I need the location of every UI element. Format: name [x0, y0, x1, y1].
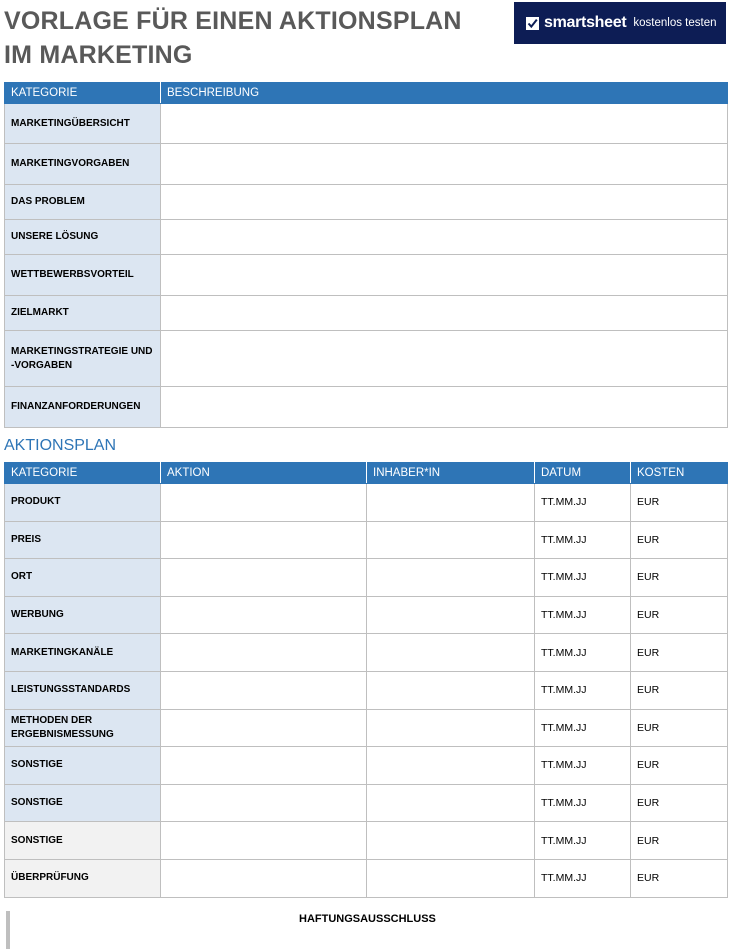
overview-row — [5, 387, 728, 428]
action-action-cell[interactable] — [161, 822, 367, 860]
overview-row — [5, 296, 728, 331]
action-plan-title: AKTIONSPLAN — [4, 437, 117, 454]
action-row — [5, 521, 728, 559]
action-header-cost: KOSTEN — [631, 463, 728, 484]
action-row — [5, 784, 728, 822]
action-date-cell[interactable]: TT.MM.JJ — [535, 747, 631, 785]
action-row — [5, 634, 728, 672]
action-category-cell: ÜBERPRÜFUNG — [5, 859, 161, 897]
action-row — [5, 484, 728, 522]
overview-category-cell: FINANZANFORDERUNGEN — [5, 387, 161, 428]
action-category-cell: LEISTUNGSSTANDARDS — [5, 671, 161, 709]
overview-row — [5, 220, 728, 255]
action-category-cell: METHODEN DER ERGEBNISMESSUNG — [5, 709, 161, 747]
action-category-cell: PRODUKT — [5, 484, 161, 522]
overview-category-cell: MARKETINGSTRATEGIE UND -VORGABEN — [5, 331, 161, 387]
title-line-2: IM MARKETING — [4, 41, 193, 69]
overview-table — [4, 82, 728, 428]
action-action-cell[interactable] — [161, 671, 367, 709]
overview-description-cell[interactable] — [161, 387, 728, 428]
action-owner-cell[interactable] — [367, 747, 535, 785]
action-action-cell[interactable] — [161, 859, 367, 897]
action-action-cell[interactable] — [161, 709, 367, 747]
action-row — [5, 822, 728, 860]
overview-description-cell[interactable] — [161, 144, 728, 185]
action-action-cell[interactable] — [161, 521, 367, 559]
action-header-action: AKTION — [161, 463, 367, 484]
action-action-cell[interactable] — [161, 596, 367, 634]
action-row — [5, 859, 728, 897]
action-action-cell[interactable] — [161, 747, 367, 785]
action-cost-cell[interactable]: EUR — [631, 484, 728, 522]
action-header-category: KATEGORIE — [5, 463, 161, 484]
action-cost-cell[interactable]: EUR — [631, 559, 728, 597]
overview-row — [5, 255, 728, 296]
overview-row — [5, 331, 728, 387]
action-row — [5, 559, 728, 597]
title-line-1: VORLAGE FÜR EINEN AKTIONSPLAN — [4, 7, 462, 35]
action-action-cell[interactable] — [161, 784, 367, 822]
smartsheet-logo-button[interactable] — [514, 2, 726, 44]
action-cost-cell[interactable]: EUR — [631, 822, 728, 860]
action-owner-cell[interactable] — [367, 822, 535, 860]
action-owner-cell[interactable] — [367, 484, 535, 522]
action-action-cell[interactable] — [161, 559, 367, 597]
overview-header-row — [5, 83, 728, 104]
action-owner-cell[interactable] — [367, 521, 535, 559]
action-cost-cell[interactable]: EUR — [631, 859, 728, 897]
action-owner-cell[interactable] — [367, 559, 535, 597]
overview-row — [5, 144, 728, 185]
overview-category-cell: UNSERE LÖSUNG — [5, 220, 161, 255]
action-cost-cell[interactable]: EUR — [631, 671, 728, 709]
action-action-cell[interactable] — [161, 484, 367, 522]
disclaimer-link[interactable]: HAFTUNGSAUSSCHLUSS — [299, 913, 436, 925]
overview-category-cell: ZIELMARKT — [5, 296, 161, 331]
action-row — [5, 709, 728, 747]
overview-description-cell[interactable] — [161, 104, 728, 144]
overview-row — [5, 104, 728, 144]
action-date-cell[interactable]: TT.MM.JJ — [535, 559, 631, 597]
action-owner-cell[interactable] — [367, 784, 535, 822]
action-date-cell[interactable]: TT.MM.JJ — [535, 822, 631, 860]
action-plan-table — [4, 462, 728, 898]
action-cost-cell[interactable]: EUR — [631, 784, 728, 822]
action-header-date: DATUM — [535, 463, 631, 484]
action-date-cell[interactable]: TT.MM.JJ — [535, 859, 631, 897]
smartsheet-check-icon — [526, 17, 539, 30]
overview-category-cell: MARKETINGVORGABEN — [5, 144, 161, 185]
action-category-cell: PREIS — [5, 521, 161, 559]
overview-header-category: KATEGORIE — [5, 83, 161, 104]
action-row — [5, 596, 728, 634]
action-owner-cell[interactable] — [367, 709, 535, 747]
action-date-cell[interactable]: TT.MM.JJ — [535, 709, 631, 747]
logo-cta: kostenlos testen — [633, 17, 717, 29]
action-date-cell[interactable]: TT.MM.JJ — [535, 634, 631, 672]
action-cost-cell[interactable]: EUR — [631, 521, 728, 559]
action-header-owner: INHABER*IN — [367, 463, 535, 484]
action-date-cell[interactable]: TT.MM.JJ — [535, 671, 631, 709]
action-category-cell: WERBUNG — [5, 596, 161, 634]
action-cost-cell[interactable]: EUR — [631, 596, 728, 634]
action-category-cell: MARKETINGKANÄLE — [5, 634, 161, 672]
action-category-cell: SONSTIGE — [5, 784, 161, 822]
action-row — [5, 747, 728, 785]
disclaimer-divider — [6, 911, 10, 949]
overview-category-cell: WETTBEWERBSVORTEIL — [5, 255, 161, 296]
action-date-cell[interactable]: TT.MM.JJ — [535, 521, 631, 559]
action-owner-cell[interactable] — [367, 596, 535, 634]
action-date-cell[interactable]: TT.MM.JJ — [535, 596, 631, 634]
overview-category-cell: MARKETINGÜBERSICHT — [5, 104, 161, 144]
overview-description-cell[interactable] — [161, 296, 728, 331]
action-category-cell: ORT — [5, 559, 161, 597]
action-owner-cell[interactable] — [367, 859, 535, 897]
overview-category-cell: DAS PROBLEM — [5, 185, 161, 220]
overview-header-description: BESCHREIBUNG — [161, 83, 728, 104]
logo-brand: smartsheet — [544, 14, 627, 31]
action-date-cell[interactable]: TT.MM.JJ — [535, 484, 631, 522]
overview-description-cell[interactable] — [161, 331, 728, 387]
action-action-cell[interactable] — [161, 634, 367, 672]
action-category-cell: SONSTIGE — [5, 747, 161, 785]
action-cost-cell[interactable]: EUR — [631, 747, 728, 785]
action-owner-cell[interactable] — [367, 671, 535, 709]
overview-description-cell[interactable] — [161, 255, 728, 296]
page-title — [4, 4, 462, 72]
overview-row — [5, 185, 728, 220]
action-header-row — [5, 463, 728, 484]
action-owner-cell[interactable] — [367, 634, 535, 672]
action-cost-cell[interactable]: EUR — [631, 634, 728, 672]
overview-description-cell[interactable] — [161, 220, 728, 255]
action-row — [5, 671, 728, 709]
overview-description-cell[interactable] — [161, 185, 728, 220]
action-cost-cell[interactable]: EUR — [631, 709, 728, 747]
action-date-cell[interactable]: TT.MM.JJ — [535, 784, 631, 822]
action-category-cell: SONSTIGE — [5, 822, 161, 860]
